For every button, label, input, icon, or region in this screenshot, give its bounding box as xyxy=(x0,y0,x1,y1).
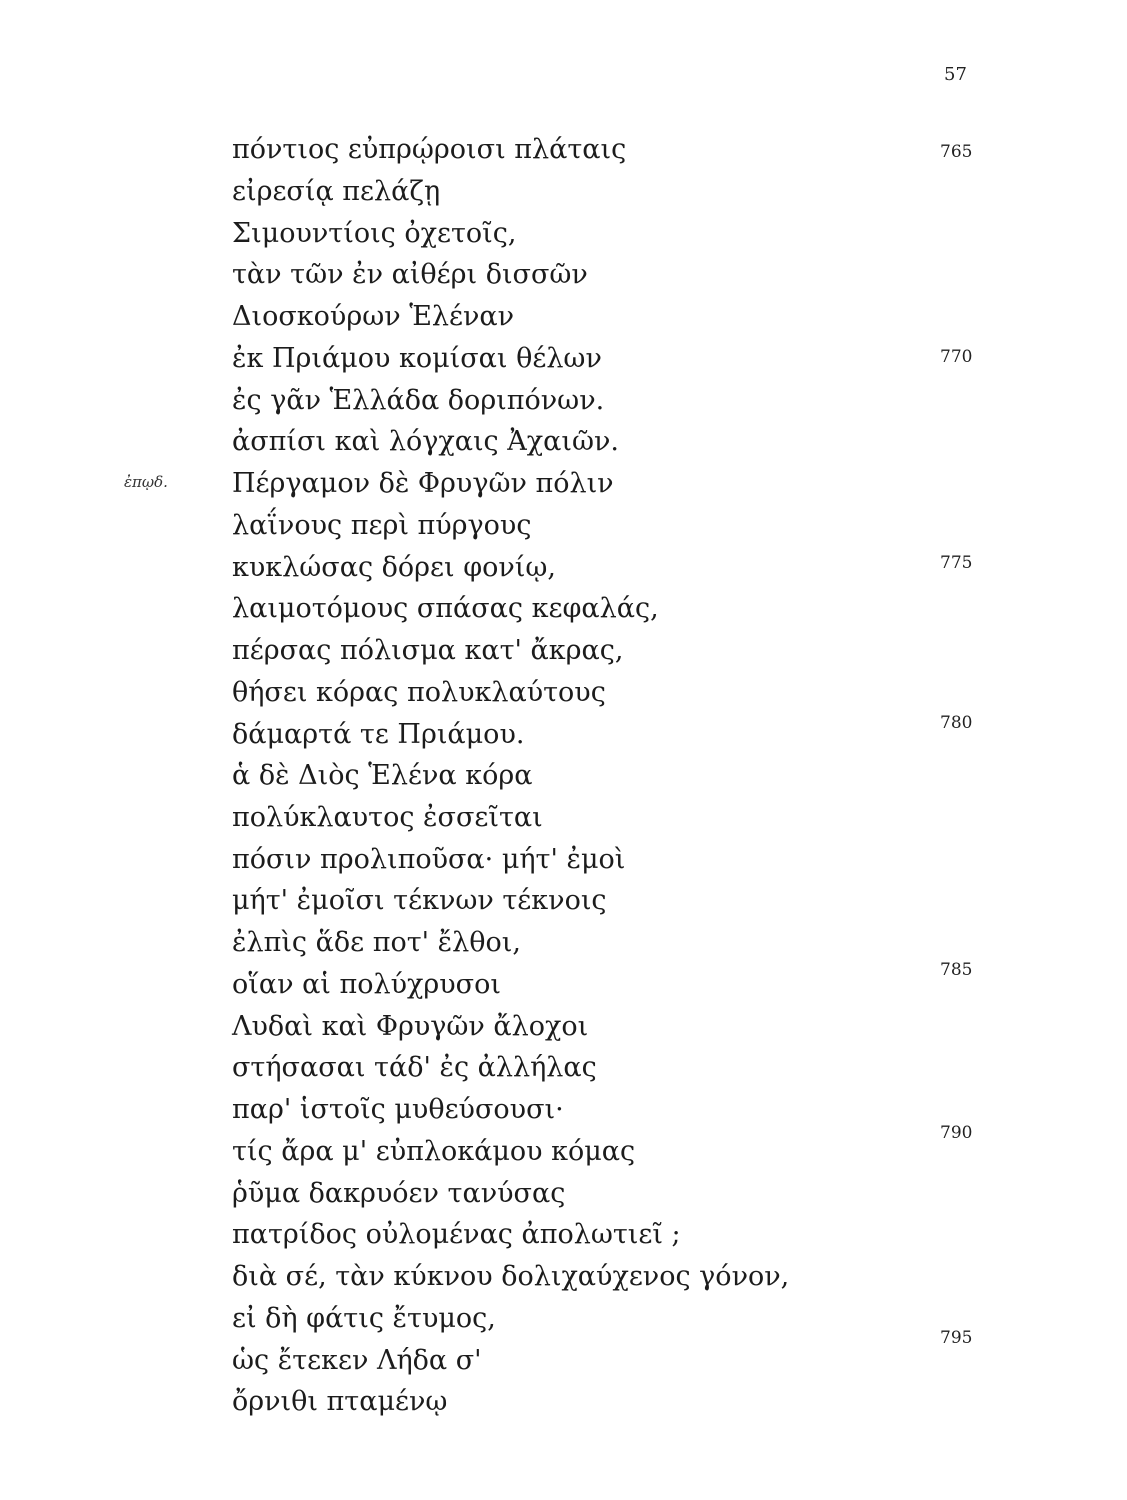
verse-line: πόσιν προλιποῦσα· μήτ' ἐμοὶ xyxy=(232,844,626,875)
line-number: 780 xyxy=(940,713,973,733)
verse-line: πόντιος εὐπρῴροισι πλάταις xyxy=(232,134,627,165)
line-number: 770 xyxy=(940,347,973,367)
verse-line: τίς ἄρα μ' εὐπλοκάμου κόμας xyxy=(232,1136,636,1167)
verse-line: ἀσπίσι καὶ λόγχαις Ἀχαιῶν. xyxy=(232,426,619,457)
verse-line: μήτ' ἐμοῖσι τέκνων τέκνοις xyxy=(232,885,607,916)
verse-line: ῥῦμα δακρυόεν τανύσας xyxy=(232,1178,566,1209)
verse-line: ἐς γᾶν Ἑλλάδα δοριπόνων. xyxy=(232,385,605,416)
verse-line: ὄρνιθι πταμένῳ xyxy=(232,1386,448,1417)
verse-line: πολύκλαυτος ἐσσεῖται xyxy=(232,802,543,833)
verse-line: ἐλπὶς ἅδε ποτ' ἔλθοι, xyxy=(232,927,521,958)
verse-line: πατρίδος οὐλομένας ἀπολωτιεῖ ; xyxy=(232,1219,681,1250)
verse-line: εἰ δὴ φάτις ἔτυμος, xyxy=(232,1303,496,1334)
verse-line: Σιμουντίοις ὀχετοῖς, xyxy=(232,218,517,249)
verse-line: διὰ σέ, τὰν κύκνου δολιχαύχενος γόνον, xyxy=(232,1261,790,1292)
line-number: 795 xyxy=(940,1328,973,1348)
line-number: 790 xyxy=(940,1123,973,1143)
verse-line: Πέργαμον δὲ Φρυγῶν πόλιν xyxy=(232,468,614,499)
verse-line: ἐκ Πριάμου κομίσαι θέλων xyxy=(232,343,602,374)
verse-line: θήσει κόρας πολυκλαύτους xyxy=(232,677,606,708)
verse-line: εἰρεσίᾳ πελάζῃ xyxy=(232,176,441,207)
verse-line: Διοσκούρων Ἑλέναν xyxy=(232,301,515,332)
verse-line: Λυδαὶ καὶ Φρυγῶν ἄλοχοι xyxy=(232,1011,589,1042)
page-number: 57 xyxy=(944,64,967,85)
verse-line: κυκλώσας δόρει φονίῳ, xyxy=(232,552,556,583)
verse-line: στήσασαι τάδ' ἐς ἀλλήλας xyxy=(232,1052,597,1083)
verse-line: ἁ δὲ Διὸς Ἑλένα κόρα xyxy=(232,760,533,791)
line-number: 765 xyxy=(940,142,973,162)
verse-line: ὡς ἔτεκεν Λήδα σ' xyxy=(232,1345,482,1376)
verse-line: οἵαν αἱ πολύχρυσοι xyxy=(232,969,501,1000)
verse-line: λαΐνους περὶ πύργους xyxy=(232,510,532,541)
verse-line: δάμαρτά τε Πριάμου. xyxy=(232,719,525,750)
verse-line: λαιμοτόμους σπάσας κεφαλάς, xyxy=(232,593,659,624)
line-number: 775 xyxy=(940,553,973,573)
line-number: 785 xyxy=(940,960,973,980)
epode-label: ἐπῳδ. xyxy=(124,473,168,491)
verse-line: πέρσας πόλισμα κατ' ἄκρας, xyxy=(232,635,624,666)
verse-line: παρ' ἱστοῖς μυθεύσουσι· xyxy=(232,1094,564,1125)
verse-line: τὰν τῶν ἐν αἰθέρι δισσῶν xyxy=(232,259,588,290)
